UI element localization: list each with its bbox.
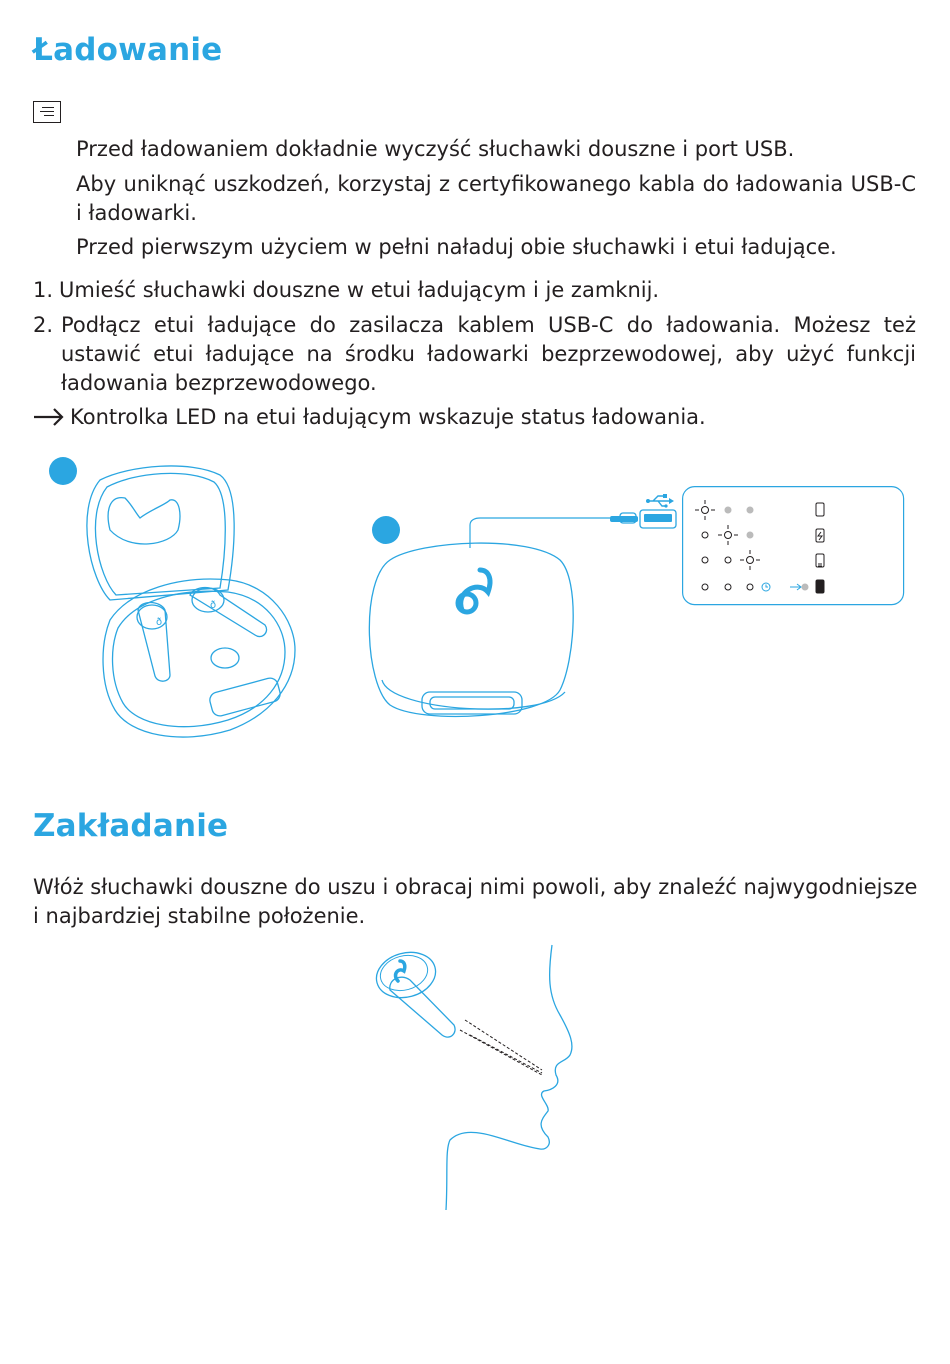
open-case-illustration — [70, 460, 310, 750]
step-2-number: 2. — [33, 313, 54, 337]
note-icon — [33, 101, 61, 123]
wearing-illustration — [370, 945, 600, 1215]
svg-text:ð: ð — [210, 600, 217, 611]
note-1: Przed ładowaniem dokładnie wyczyść słuchawki douszne i port USB. — [76, 137, 795, 161]
led-status-panel — [682, 486, 906, 606]
section-title-charging: Ładowanie — [33, 32, 223, 68]
note-3: Przed pierwszym użyciem w pełni naładuj obie słuchawki i etui ładujące. — [76, 235, 837, 259]
result-text: Kontrolka LED na etui ładującym wskazuje status ładowania. — [70, 405, 706, 429]
wearing-text: Włóż słuchawki douszne do uszu i obracaj nimi powoli, aby znaleźć najwygodniejsze i najbardziej stabilne położenie. — [33, 875, 918, 928]
step-2-text: Podłącz etui ładujące do zasilacza kablem USB-C do ładowania. Możesz też ustawić etui ładujące na środku ładowarki bezprzewodowej, aby użyć funkcji ładowania bezprzewodowego. — [61, 313, 916, 395]
usb-icon — [645, 493, 675, 509]
step-1-number: 1. — [33, 278, 54, 302]
step-1-text: Umieść słuchawki douszne w etui ładującym i je zamknij. — [59, 278, 660, 302]
note-2: Aby uniknąć uszkodzeń, korzystaj z certyfikowanego kabla do ładowania USB-C i ładowarki. — [76, 172, 916, 225]
right-arrow-icon — [33, 405, 65, 427]
svg-text:ð: ð — [156, 617, 163, 628]
section-title-wearing: Zakładanie — [33, 808, 229, 844]
